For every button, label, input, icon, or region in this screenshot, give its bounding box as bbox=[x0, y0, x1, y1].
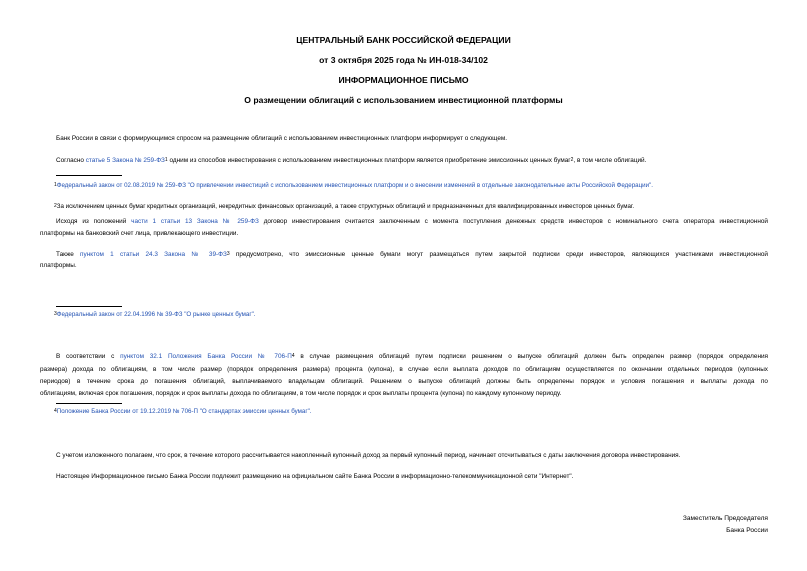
header-organization: ЦЕНТРАЛЬНЫЙ БАНК РОССИЙСКОЙ ФЕДЕРАЦИИ bbox=[296, 35, 511, 45]
paragraph-method-mid: одним из способов инвестирования с использованием инвестиционных платформ является приобретение эмиссионных ценных бумаг bbox=[167, 157, 571, 164]
signature-position: Заместитель Председателя bbox=[682, 515, 768, 522]
footnote-ref-3[interactable]: 3 bbox=[226, 251, 230, 257]
footnote-4-link[interactable]: Положение Банка России от 19.12.2019 № 706-П "О стандартах эмиссии ценных бумаг". bbox=[56, 408, 312, 415]
paragraph-method bbox=[56, 154, 646, 167]
paragraph-contract-rest: договор инвестирования считается заключенным с момента поступления денежных средств инвесторов с номинального счета оператора инвестиционной bbox=[258, 218, 768, 225]
signature-org: Банка России bbox=[726, 527, 768, 534]
footnote-divider-4 bbox=[56, 403, 122, 404]
paragraph-placement-pre: Также bbox=[56, 251, 81, 258]
header-subject: О размещении облигаций с использованием инвестиционной платформы bbox=[244, 95, 563, 105]
footnote-1 bbox=[54, 180, 653, 191]
paragraph-contract-pre: Исходя из положений bbox=[56, 218, 132, 225]
paragraph-regulation-line2: размера) дохода по облигациям, в том числе размер (порядок определения размера) процента (купона), в случае если выплата доходов по облигациям осуществляется по окончании отдельных периодов (купонных bbox=[40, 366, 768, 373]
footnote-3-mark: 3 bbox=[54, 311, 57, 317]
paragraph-regulation-line1 bbox=[40, 350, 768, 363]
footnote-1-mark: 1 bbox=[54, 182, 57, 188]
footnote-divider-1 bbox=[56, 175, 122, 176]
paragraph-method-pre: Согласно bbox=[56, 157, 86, 164]
footnote-1-link[interactable]: Федеральный закон от 02.08.2019 № 259-ФЗ "О привлечении инвестиций с использованием инвестиционных платформ и о внесении изменений в отдельные законодательные акты Российской Федерации". bbox=[56, 182, 653, 189]
footnote-2-text: За исключением ценных бумаг кредитных организаций, некредитных финансовых организаций, а также структурных облигаций и предназначенных для квалифицированных инвесторов ценных бумаг. bbox=[56, 203, 635, 210]
link-regulation-706-p[interactable]: пунктом 32.1 Положения Банка России № 706-П bbox=[120, 353, 292, 360]
link-law-259-article-13[interactable]: части 1 статьи 13 Закона № 259-ФЗ bbox=[131, 218, 259, 225]
header-date-number: от 3 октября 2025 года № ИН-018-34/102 bbox=[319, 55, 488, 65]
paragraph-regulation-line4: облигациям, включая срок погашения, порядок и срок выплаты дохода по облигациям, в том числе порядок и срок выплаты процента (купона) по каждому купонному периоду. bbox=[40, 390, 562, 397]
footnote-ref-1[interactable]: 1 bbox=[164, 157, 168, 163]
link-law-39-article-24-3[interactable]: пунктом 1 статьи 24.3 Закона № 39-ФЗ bbox=[80, 251, 227, 258]
paragraph-placement-line2: платформы. bbox=[40, 262, 77, 269]
paragraph-conclusion: С учетом изложенного полагаем, что срок, в течение которого рассчитывается накопленный купонный доход за первый купонный период, начинает отсчитываться с даты заключения договора инвестирования. bbox=[56, 452, 681, 459]
paragraph-contract-line2: платформы на банковский счет лица, привлекающего инвестиции. bbox=[40, 230, 239, 237]
header-doc-type: ИНФОРМАЦИОННОЕ ПИСЬМО bbox=[338, 75, 469, 85]
paragraph-regulation-pre: В соответствии с bbox=[56, 353, 121, 360]
paragraph-method-post: , в том числе облигаций. bbox=[573, 157, 647, 164]
paragraph-regulation-rest: в случае размещения облигаций путем подписки решением о выпуске облигаций должен быть определен размер (порядок определения bbox=[294, 353, 769, 360]
footnote-4 bbox=[54, 406, 312, 417]
footnote-divider-3 bbox=[56, 306, 122, 307]
paragraph-placement-rest: предусмотрено, что эмиссионные ценные бумаги могут размещаться путем закрытой подписки среди инвесторов, являющихся участниками инвестиционной bbox=[229, 251, 768, 258]
footnote-4-mark: 4 bbox=[54, 408, 57, 414]
paragraph-intro: Банк России в связи с формирующимся спросом на размещение облигаций с использованием инвестиционных платформ информирует о следующем. bbox=[56, 135, 508, 142]
footnote-ref-4[interactable]: 4 bbox=[291, 353, 295, 359]
paragraph-contract-line1 bbox=[40, 216, 768, 228]
paragraph-publication: Настоящее Информационное письмо Банка России подлежит размещению на официальном сайте Банка России в информационно-телекоммуникационной сети "Интернет". bbox=[56, 473, 574, 480]
footnote-ref-2[interactable]: 2 bbox=[570, 157, 574, 163]
footnote-2 bbox=[54, 201, 634, 212]
footnote-3-link[interactable]: Федеральный закон от 22.04.1996 № 39-ФЗ "О рынке ценных бумаг". bbox=[56, 311, 256, 318]
footnote-3 bbox=[54, 309, 256, 320]
paragraph-regulation-line3: периодов) в течение срока до погашения облигаций, выплачиваемого владельцам облигаций. Решением о выпуске облигаций должны быть определены порядок и условия погашения и выплаты дохода по bbox=[40, 378, 768, 385]
paragraph-placement-line1 bbox=[40, 248, 768, 261]
footnote-2-mark: 2 bbox=[54, 203, 57, 209]
link-law-259-article-5[interactable]: статье 5 Закона № 259-ФЗ bbox=[85, 157, 165, 164]
